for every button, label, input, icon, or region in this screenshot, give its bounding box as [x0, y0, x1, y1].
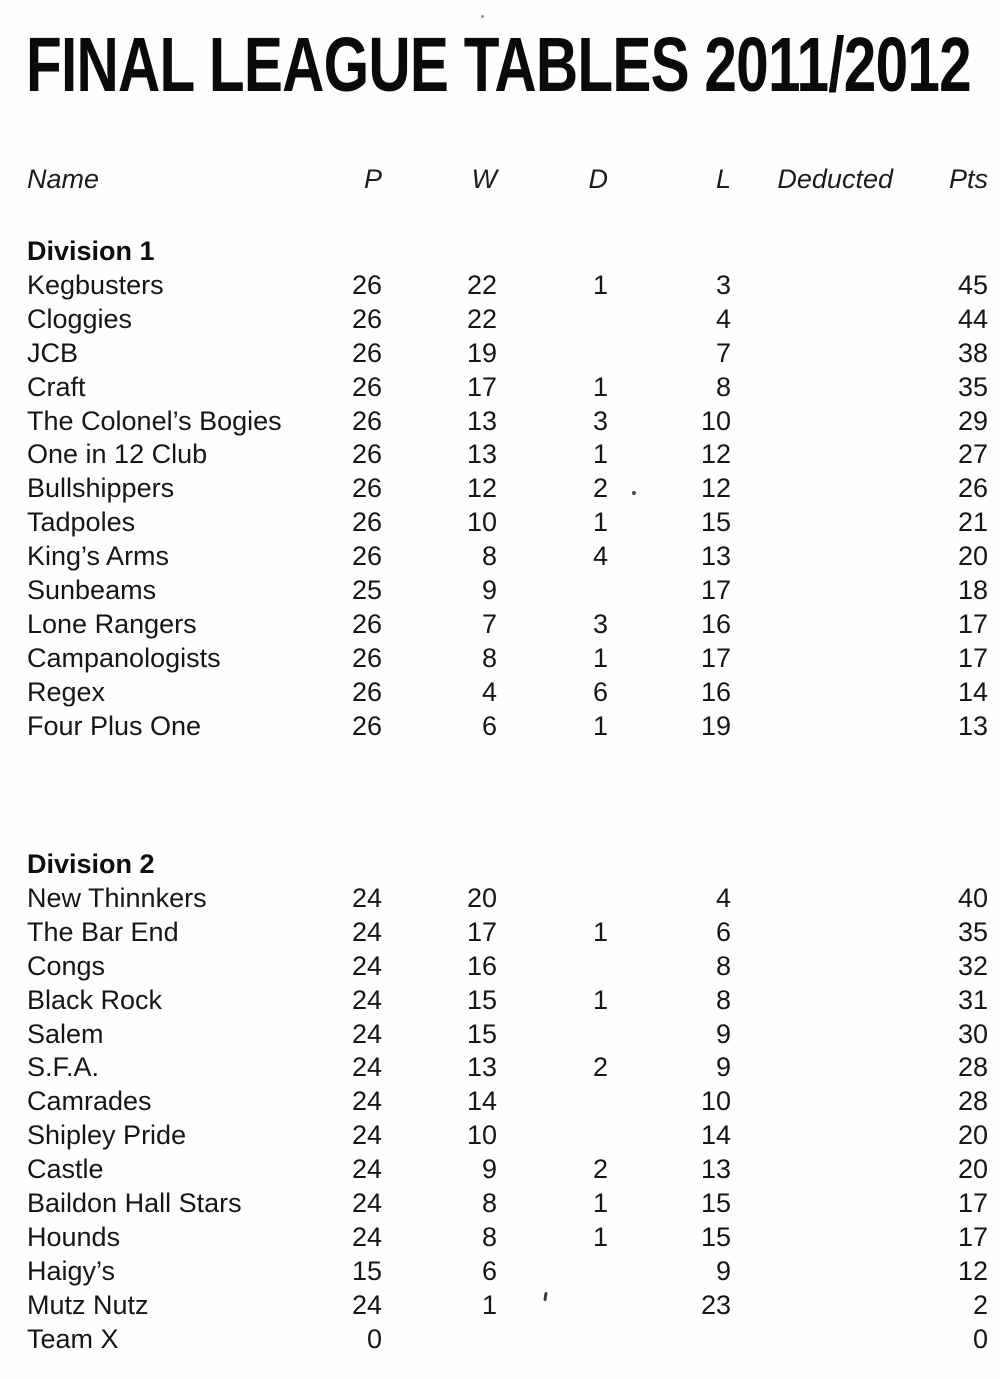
points-cell: 44 [957, 303, 989, 334]
points-cell: 28 [957, 1086, 989, 1117]
deducted-cell [731, 676, 893, 710]
losses-cell: 4 [715, 882, 731, 913]
team-name: Congs [27, 950, 106, 981]
played-cell: 24 [351, 1086, 382, 1117]
team-name: The Bar End [27, 916, 179, 947]
losses-cell: 17 [700, 575, 731, 606]
team-row [27, 642, 988, 676]
losses-cell: 9 [715, 1052, 731, 1083]
column-header-points: Pts [948, 164, 988, 194]
team-name: Castle [27, 1154, 104, 1185]
played-cell: 26 [351, 676, 382, 707]
draws-cell: 1 [592, 507, 608, 538]
played-cell: 26 [351, 507, 382, 538]
team-name: Camrades [27, 1086, 152, 1117]
draws-cell: 1 [592, 984, 608, 1015]
losses-cell: 19 [700, 710, 731, 741]
draws-cell: 1 [592, 269, 608, 300]
wins-cell: 8 [481, 642, 497, 673]
played-cell: 26 [351, 439, 382, 470]
losses-cell: 12 [700, 473, 731, 504]
draws-cell: 1 [592, 642, 608, 673]
division-1-heading: Division 1 [27, 236, 155, 266]
draws-cell [497, 950, 608, 984]
points-cell: 40 [957, 882, 989, 913]
wins-cell: 8 [481, 1188, 497, 1219]
division-heading-row [27, 235, 988, 269]
deducted-cell [731, 984, 893, 1018]
team-name: Regex [27, 676, 106, 707]
draws-cell: 1 [592, 710, 608, 741]
points-cell: 17 [957, 608, 989, 639]
team-name: One in 12 Club [27, 439, 208, 470]
wins-cell: 9 [481, 575, 497, 606]
points-cell: 14 [957, 676, 989, 707]
points-cell: 26 [957, 473, 989, 504]
wins-cell: 13 [466, 1052, 497, 1083]
played-cell: 26 [351, 642, 382, 673]
wins-cell: 19 [466, 337, 497, 368]
team-name: The Colonel’s Bogies [27, 405, 282, 436]
wins-cell: 22 [466, 303, 497, 334]
team-name: Four Plus One [27, 710, 202, 741]
points-cell: 38 [957, 337, 989, 368]
played-cell: 26 [351, 405, 382, 436]
deducted-cell [731, 1187, 893, 1221]
wins-cell: 12 [466, 473, 497, 504]
column-header-name: Name [27, 164, 100, 194]
team-name: Team X [27, 1323, 119, 1354]
draws-cell: 2 [592, 473, 608, 504]
team-row [27, 676, 988, 710]
draws-cell: 1 [592, 1221, 608, 1252]
wins-cell: 8 [481, 541, 497, 572]
played-cell: 26 [351, 473, 382, 504]
team-row [27, 540, 988, 574]
deducted-cell [731, 882, 893, 916]
points-cell: 28 [957, 1052, 989, 1083]
wins-cell: 6 [481, 710, 497, 741]
losses-cell: 13 [700, 1154, 731, 1185]
team-row [27, 1255, 988, 1289]
points-cell: 20 [957, 1154, 989, 1185]
team-name: Cloggies [27, 303, 133, 334]
played-cell: 26 [351, 269, 382, 300]
played-cell: 24 [351, 1289, 382, 1320]
team-name: Sunbeams [27, 575, 157, 606]
team-row [27, 574, 988, 608]
division-2-heading: Division 2 [27, 849, 155, 879]
deducted-cell [731, 1153, 893, 1187]
draws-cell: 3 [592, 405, 608, 436]
points-cell: 29 [957, 405, 989, 436]
team-name: Black Rock [27, 984, 163, 1015]
page-title: FINAL LEAGUE TABLES 2011/2012 [26, 22, 971, 108]
deducted-cell [731, 1255, 893, 1289]
points-cell: 20 [957, 541, 989, 572]
points-cell: 0 [972, 1323, 989, 1354]
deducted-cell [731, 1051, 893, 1085]
played-cell: 26 [351, 608, 382, 639]
losses-cell: 8 [715, 950, 731, 981]
column-header-losses: L [715, 164, 731, 194]
deducted-cell [731, 371, 893, 405]
wins-cell: 22 [466, 269, 497, 300]
wins-cell: 17 [466, 916, 497, 947]
draws-cell [497, 1119, 608, 1153]
deducted-cell [731, 710, 893, 744]
team-row [27, 1289, 988, 1323]
points-cell: 45 [957, 269, 989, 300]
played-cell: 24 [351, 1018, 382, 1049]
team-row [27, 916, 988, 950]
played-cell: 26 [351, 337, 382, 368]
draws-cell: 2 [592, 1154, 608, 1185]
deducted-cell [731, 1289, 893, 1323]
draws-cell [497, 1018, 608, 1052]
team-row [27, 984, 988, 1018]
played-cell: 24 [351, 950, 382, 981]
team-name: JCB [27, 337, 79, 368]
losses-cell: 10 [700, 405, 731, 436]
points-cell: 17 [957, 642, 989, 673]
points-cell: 30 [957, 1018, 989, 1049]
wins-cell: 4 [481, 676, 497, 707]
draws-cell: 1 [592, 916, 608, 947]
points-cell: 13 [957, 710, 989, 741]
points-cell: 18 [957, 575, 989, 606]
team-row [27, 710, 988, 744]
played-cell: 26 [351, 371, 382, 402]
played-cell: 24 [351, 1052, 382, 1083]
column-header-wins: W [471, 164, 497, 194]
deducted-cell [731, 950, 893, 984]
losses-cell: 16 [700, 608, 731, 639]
team-row [27, 882, 988, 916]
played-cell: 24 [351, 984, 382, 1015]
deducted-cell [731, 337, 893, 371]
team-row [27, 1153, 988, 1187]
team-name: Bullshippers [27, 473, 175, 504]
wins-cell: 17 [466, 371, 497, 402]
points-cell: 17 [957, 1188, 989, 1219]
wins-cell: 14 [466, 1086, 497, 1117]
draws-cell [497, 337, 608, 371]
points-cell: 20 [957, 1120, 989, 1151]
losses-cell: 12 [700, 439, 731, 470]
wins-cell: 6 [481, 1255, 497, 1286]
draws-cell: 3 [592, 608, 608, 639]
team-name: Campanologists [27, 642, 221, 673]
deducted-cell [731, 303, 893, 337]
header-row [27, 163, 988, 197]
losses-cell: 9 [715, 1018, 731, 1049]
points-cell: 31 [957, 984, 989, 1015]
team-row [27, 1085, 988, 1119]
played-cell: 26 [351, 710, 382, 741]
losses-cell: 13 [700, 541, 731, 572]
team-row [27, 1051, 988, 1085]
deducted-cell [731, 574, 893, 608]
losses-cell: 8 [715, 371, 731, 402]
team-row [27, 472, 988, 506]
deducted-cell [731, 405, 893, 439]
losses-cell: 23 [700, 1289, 731, 1320]
played-cell: 26 [351, 303, 382, 334]
team-row [27, 1187, 988, 1221]
division-2-table [27, 848, 988, 1357]
losses-cell: 15 [700, 507, 731, 538]
team-row [27, 1018, 988, 1052]
team-row [27, 1119, 988, 1153]
team-name: Tadpoles [27, 507, 136, 538]
losses-cell: 15 [700, 1188, 731, 1219]
column-header-played: P [363, 164, 382, 194]
team-name: Kegbusters [27, 269, 164, 300]
draws-cell [497, 1255, 608, 1289]
deducted-cell [731, 642, 893, 676]
losses-cell [608, 1323, 731, 1357]
team-row [27, 608, 988, 642]
played-cell: 26 [351, 541, 382, 572]
losses-cell: 7 [715, 337, 731, 368]
wins-cell: 10 [466, 507, 497, 538]
wins-cell: 1 [481, 1289, 497, 1320]
deducted-cell [731, 1085, 893, 1119]
draws-cell [497, 1085, 608, 1119]
played-cell: 25 [351, 575, 382, 606]
draws-cell: 2 [592, 1052, 608, 1083]
division-1-table [27, 235, 988, 744]
draws-cell: 4 [592, 541, 608, 572]
played-cell: 24 [351, 1120, 382, 1151]
draws-cell [497, 882, 608, 916]
points-cell: 21 [957, 507, 989, 538]
wins-cell: 7 [481, 608, 497, 639]
team-row [27, 1323, 988, 1357]
points-cell: 35 [957, 916, 989, 947]
team-row [27, 371, 988, 405]
wins-cell [382, 1323, 497, 1357]
points-cell: 35 [957, 371, 989, 402]
team-name: Haigy’s [27, 1255, 116, 1286]
played-cell: 0 [366, 1323, 382, 1354]
deducted-cell [731, 1018, 893, 1052]
played-cell: 24 [351, 1154, 382, 1185]
team-row [27, 950, 988, 984]
deducted-cell [731, 916, 893, 950]
team-name: Craft [27, 371, 86, 402]
losses-cell: 10 [700, 1086, 731, 1117]
points-cell: 27 [957, 439, 989, 470]
deducted-cell [731, 1119, 893, 1153]
deducted-cell [731, 506, 893, 540]
draws-cell [497, 574, 608, 608]
losses-cell: 9 [715, 1255, 731, 1286]
wins-cell: 16 [466, 950, 497, 981]
draws-cell [497, 303, 608, 337]
team-name: Baildon Hall Stars [27, 1188, 242, 1219]
draws-cell: 1 [592, 439, 608, 470]
deducted-cell [731, 1221, 893, 1255]
draws-cell [497, 1323, 608, 1357]
played-cell: 24 [351, 882, 382, 913]
team-name: Hounds [27, 1221, 121, 1252]
wins-cell: 15 [466, 1018, 497, 1049]
played-cell: 24 [351, 1221, 382, 1252]
column-header-row [27, 163, 988, 197]
wins-cell: 20 [466, 882, 497, 913]
played-cell: 24 [351, 1188, 382, 1219]
wins-cell: 8 [481, 1221, 497, 1252]
deducted-cell [731, 1323, 893, 1357]
draws-cell: 6 [592, 676, 608, 707]
team-name: Shipley Pride [27, 1120, 187, 1151]
column-header-draws: D [588, 164, 608, 194]
wins-cell: 13 [466, 405, 497, 436]
points-cell: 12 [957, 1255, 989, 1286]
team-name: Lone Rangers [27, 608, 197, 639]
scan-artifact-dot [481, 15, 484, 18]
deducted-cell [731, 608, 893, 642]
team-name: King’s Arms [27, 541, 170, 572]
team-row [27, 1221, 988, 1255]
points-cell: 32 [957, 950, 989, 981]
team-name: New Thinnkers [27, 882, 207, 913]
wins-cell: 9 [481, 1154, 497, 1185]
deducted-cell [731, 438, 893, 472]
draws-cell: 1 [592, 371, 608, 402]
played-cell: 15 [351, 1255, 382, 1286]
draws-cell [497, 1289, 608, 1323]
team-row [27, 405, 988, 439]
deducted-cell [731, 472, 893, 506]
team-row [27, 506, 988, 540]
losses-cell: 17 [700, 642, 731, 673]
team-row [27, 337, 988, 371]
team-name: Mutz Nutz [27, 1289, 149, 1320]
points-cell: 2 [972, 1289, 989, 1320]
wins-cell: 15 [466, 984, 497, 1015]
team-name: S.F.A. [27, 1052, 100, 1083]
deducted-cell [731, 540, 893, 574]
losses-cell: 8 [715, 984, 731, 1015]
column-header-deducted: Deducted [777, 164, 893, 194]
deducted-cell [731, 269, 893, 303]
division-heading-row [27, 848, 988, 882]
losses-cell: 6 [715, 916, 731, 947]
team-name: Salem [27, 1018, 104, 1049]
played-cell: 24 [351, 916, 382, 947]
team-row [27, 303, 988, 337]
team-row [27, 438, 988, 472]
losses-cell: 16 [700, 676, 731, 707]
losses-cell: 4 [715, 303, 731, 334]
wins-cell: 10 [466, 1120, 497, 1151]
losses-cell: 14 [700, 1120, 731, 1151]
losses-cell: 15 [700, 1221, 731, 1252]
points-cell: 17 [957, 1221, 989, 1252]
draws-cell: 1 [592, 1188, 608, 1219]
team-row [27, 269, 988, 303]
wins-cell: 13 [466, 439, 497, 470]
losses-cell: 3 [715, 269, 731, 300]
